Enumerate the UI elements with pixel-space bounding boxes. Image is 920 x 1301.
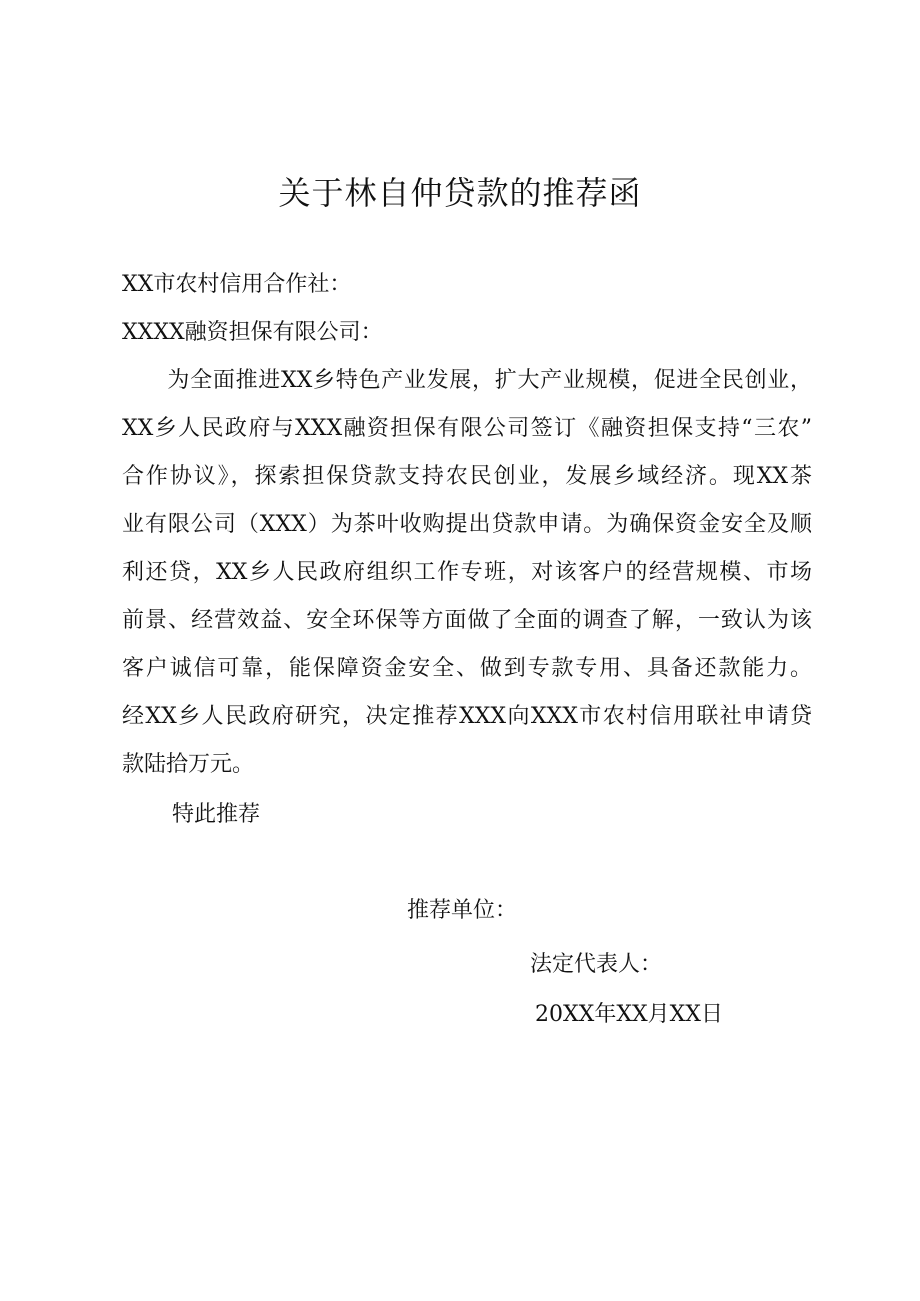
closing-line: 特此推荐 bbox=[172, 802, 261, 827]
recommending-unit-label: 推荐单位： bbox=[407, 898, 518, 923]
paragraph-line: 合作协议》，探索担保贷款支持农民创业，发展乡域经济。现XX茶 bbox=[122, 464, 812, 489]
paragraph-line: 前景、经营效益、安全环保等方面做了全面的调查了解，一致认为该 bbox=[122, 608, 812, 633]
legal-representative-label: 法定代表人： bbox=[530, 952, 663, 977]
paragraph-line: 款陆拾万元。 bbox=[122, 752, 255, 777]
paragraph-line: 为全面推进XX乡特色产业发展，扩大产业规模，促进全民创业， bbox=[122, 368, 812, 393]
addressee-line-1: XX市农村信用合作社： bbox=[122, 272, 352, 297]
date-line: 20XX年XX月XX日 bbox=[535, 1002, 723, 1027]
document-title: 关于林自仲贷款的推荐函 bbox=[278, 174, 642, 212]
paragraph-line: 客户诚信可靠，能保障资金安全、做到专款专用、具备还款能力。 bbox=[122, 656, 812, 681]
paragraph-line: XX乡人民政府与XXX融资担保有限公司签订《融资担保支持“三农” bbox=[122, 416, 812, 441]
paragraph-line: 业有限公司（XXX）为茶叶收购提出贷款申请。为确保资金安全及顺 bbox=[122, 512, 812, 537]
addressee-line-2: XXXX融资担保有限公司： bbox=[122, 320, 383, 345]
paragraph-line: 利还贷，XX乡人民政府组织工作专班，对该客户的经营规模、市场 bbox=[122, 560, 812, 585]
paragraph-line: 经XX乡人民政府研究，决定推荐XXX向XXX市农村信用联社申请贷 bbox=[122, 704, 812, 729]
